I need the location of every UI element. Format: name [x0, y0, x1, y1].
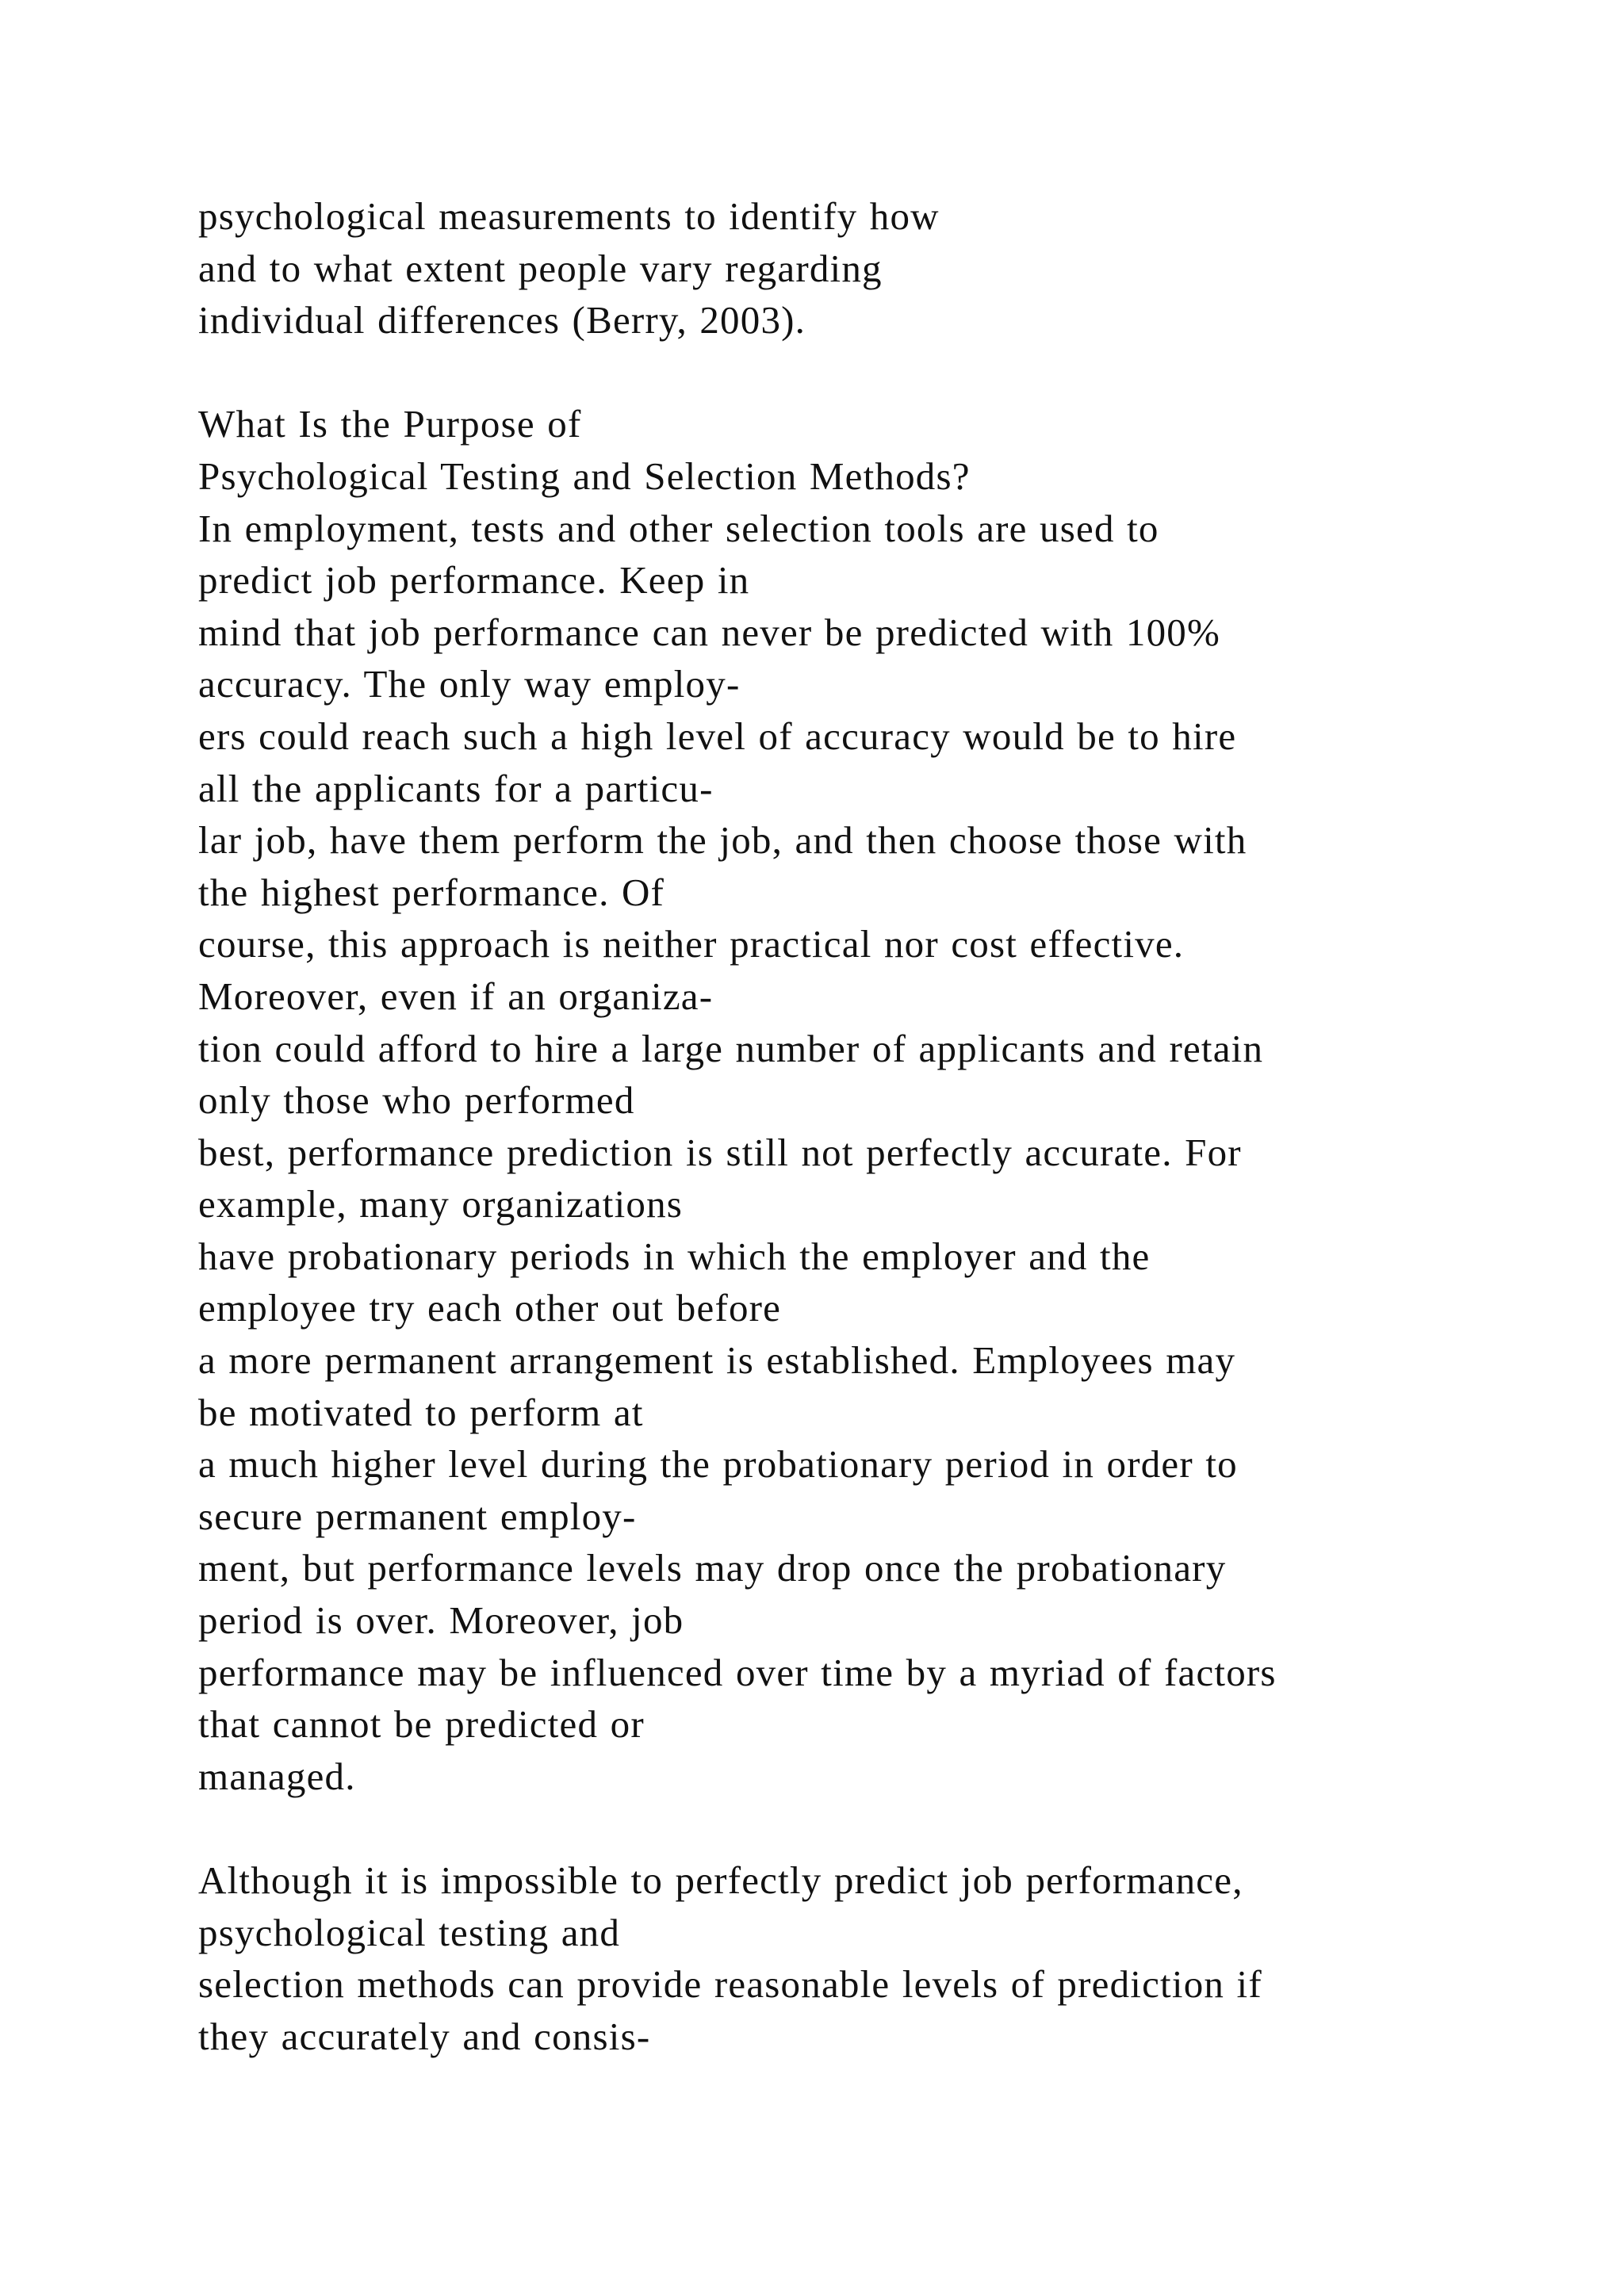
text-line: mind that job performance can never be predicted with 100% [198, 610, 1221, 654]
text-line: employee try each other out before [198, 1286, 782, 1330]
text-line: course, this approach is neither practical nor cost effective. [198, 922, 1185, 966]
text-line: have probationary periods in which the employer and the [198, 1234, 1151, 1278]
text-line: psychological testing and [198, 1910, 621, 1954]
text-line: individual differences (Berry, 2003). [198, 298, 806, 342]
text-line: performance may be influenced over time by a myriad of factors [198, 1650, 1277, 1694]
text-line: all the applicants for a particu- [198, 766, 714, 810]
paragraph-1 [198, 190, 1546, 346]
heading-line: Psychological Testing and Selection Methods? [198, 453, 971, 498]
text-line: predict job performance. Keep in [198, 558, 750, 603]
text-line: be motivated to perform at [198, 1390, 644, 1434]
text-line: the highest performance. Of [198, 870, 665, 914]
text-line: that cannot be predicted or [198, 1702, 645, 1747]
text-line: period is over. Moreover, job [198, 1598, 684, 1643]
text-line: example, many organizations [198, 1182, 684, 1226]
text-line: and to what extent people vary regarding [198, 246, 883, 290]
text-line: only those who performed [198, 1078, 635, 1123]
text-line: lar job, have them perform the job, and then choose those with [198, 818, 1247, 863]
text-line: secure permanent employ- [198, 1494, 637, 1538]
text-line: tion could afford to hire a large number of applicants and retain [198, 1026, 1264, 1070]
paragraph-spacer [198, 1802, 1546, 1854]
paragraph-2 [198, 503, 1546, 1803]
text-line: accuracy. The only way employ- [198, 662, 741, 706]
text-line: a more permanent arrangement is established. Employees may [198, 1338, 1236, 1383]
text-line: Although it is impossible to perfectly predict job performance, [198, 1858, 1243, 1902]
text-line: psychological measurements to identify how [198, 194, 940, 238]
text-line: ers could reach such a high level of accuracy would be to hire [198, 714, 1237, 758]
text-line: managed. [198, 1754, 356, 1798]
text-line: they accurately and consis- [198, 2014, 651, 2058]
text-line: a much higher level during the probationary period in order to [198, 1442, 1238, 1487]
paragraph-3 [198, 1854, 1546, 2062]
text-line: selection methods can provide reasonable levels of prediction if [198, 1962, 1262, 2007]
section-heading [198, 398, 1546, 502]
text-line: best, performance prediction is still not perfectly accurate. For [198, 1130, 1242, 1174]
paragraph-spacer [198, 346, 1546, 399]
text-line: In employment, tests and other selection tools are used to [198, 506, 1159, 550]
document-text [198, 190, 1546, 2062]
text-line: ment, but performance levels may drop once the probationary [198, 1546, 1227, 1590]
heading-line: What Is the Purpose of [198, 402, 582, 446]
text-line: Moreover, even if an organiza- [198, 974, 714, 1018]
